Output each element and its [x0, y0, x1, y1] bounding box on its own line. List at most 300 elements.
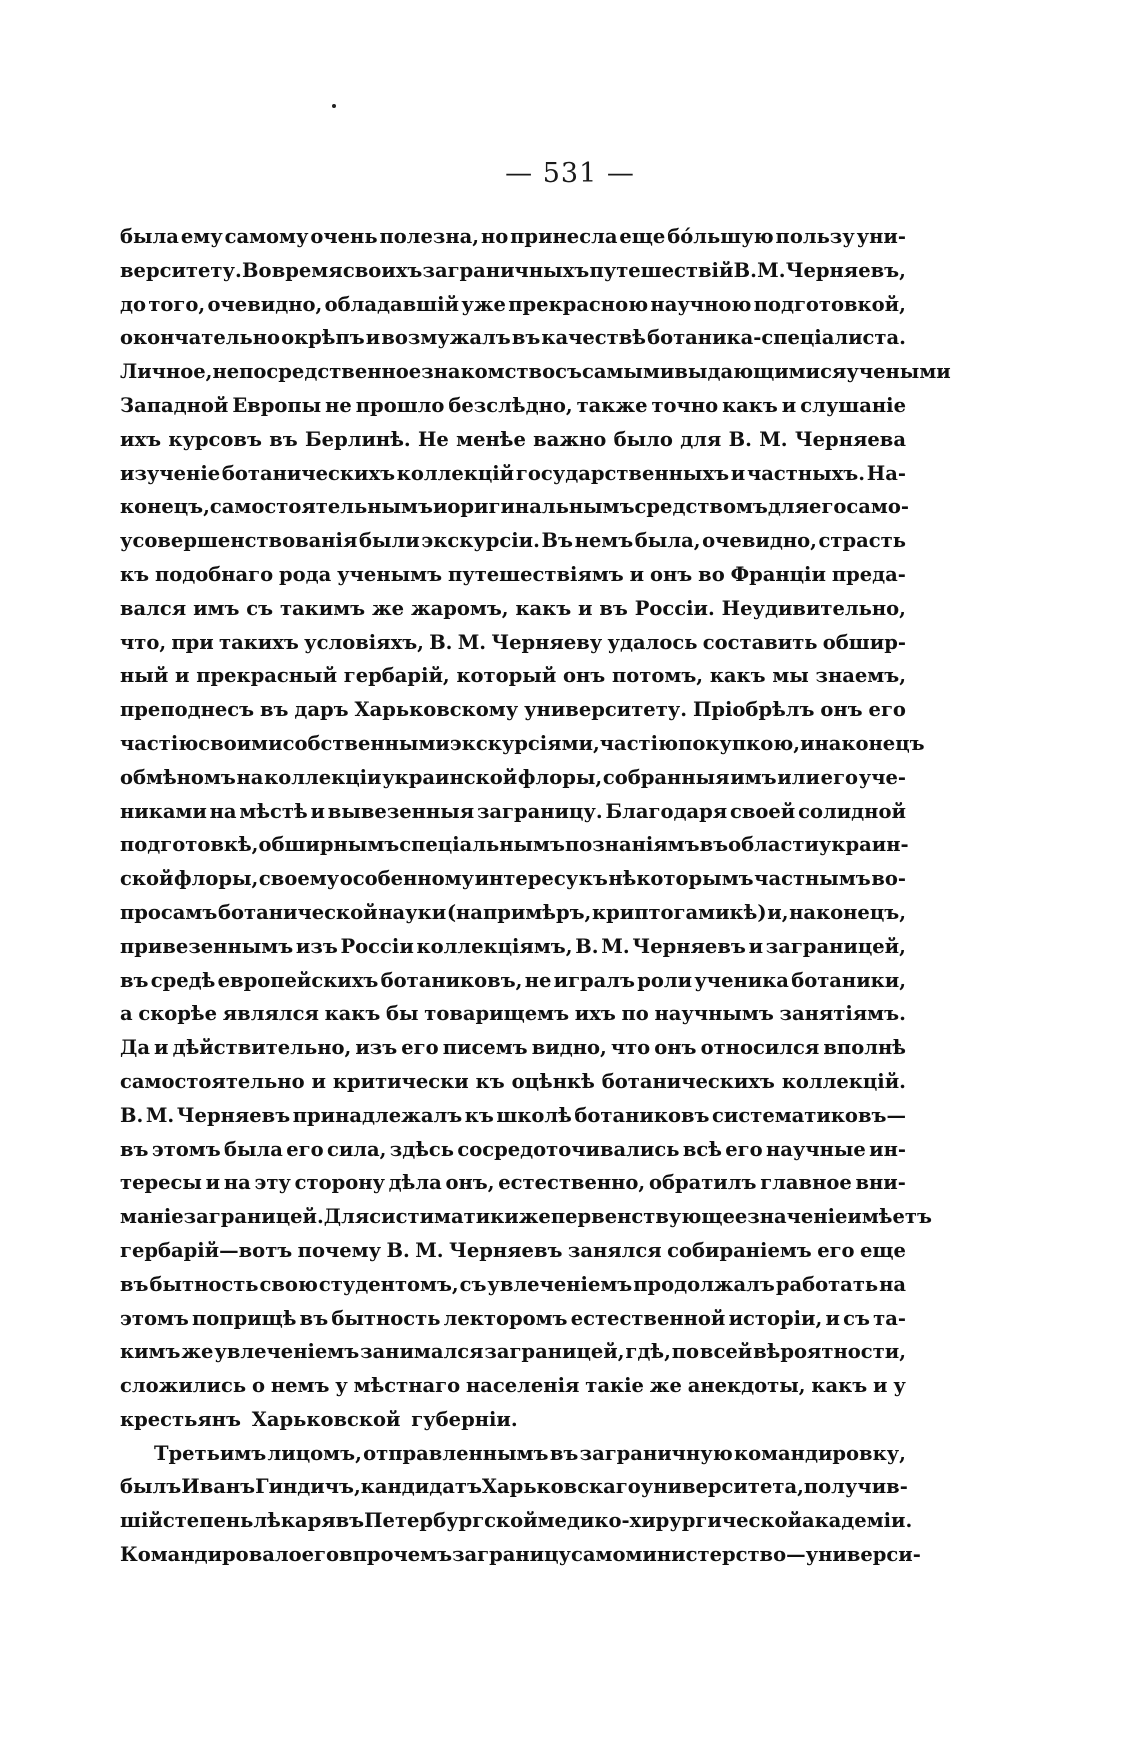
word: министерство—универси- [625, 1543, 921, 1567]
word: съ [843, 1306, 870, 1330]
word: впрочемъ [339, 1543, 453, 1567]
word: познаніямъ [564, 833, 700, 857]
word: области [728, 833, 819, 857]
word: государственныхъ [515, 461, 730, 485]
word: сила, [326, 1137, 387, 1161]
word: являлся [222, 1002, 319, 1026]
word: Берлинѣ. [305, 427, 411, 451]
word: онъ, [445, 1171, 495, 1195]
word: потомъ, [612, 664, 704, 688]
word: этомъ [120, 1306, 189, 1330]
word: товарищемъ [424, 1002, 570, 1026]
word: возмужалъ [381, 326, 511, 350]
word: путешествіямъ [447, 562, 624, 586]
word: немъ [574, 529, 634, 553]
word: и [154, 1036, 169, 1060]
word: Личное, [120, 360, 213, 384]
word: студентомъ, [318, 1272, 459, 1296]
word: Европы [232, 393, 322, 417]
word: важно [533, 427, 607, 451]
word: во [698, 562, 725, 586]
word: была [120, 225, 179, 248]
word: была, [634, 529, 701, 553]
word: и [432, 495, 448, 519]
word: та- [873, 1306, 906, 1330]
word: и [311, 1069, 326, 1093]
word: интересу [474, 867, 579, 891]
word: путешествій [589, 258, 734, 282]
word: онъ [820, 698, 863, 722]
word: самостоятельнымъ [209, 495, 433, 519]
word: систематиковъ— [712, 1103, 906, 1127]
word: подготовкѣ, [120, 833, 259, 857]
word: населенія [465, 1374, 580, 1398]
word: мѣстнаго [353, 1374, 461, 1398]
text-line [120, 930, 906, 964]
text-line [120, 964, 906, 998]
page-number: — 531 — [505, 158, 635, 189]
word: ботаническихъ [601, 1069, 775, 1093]
word: оригинальнымъ [447, 495, 635, 519]
word: знаемъ, [815, 664, 906, 688]
word: М. [457, 630, 487, 654]
word: и [873, 1374, 888, 1398]
word: преподнесъ [120, 698, 255, 722]
word: медико-хирургической [537, 1509, 802, 1533]
text-line [120, 423, 906, 457]
word: маніе [120, 1205, 184, 1229]
word: своихъ [342, 258, 423, 282]
word: въ [120, 1272, 149, 1296]
text-line [120, 321, 906, 355]
text-line [120, 1538, 921, 1572]
word: и [205, 1171, 221, 1195]
word: же [518, 1205, 551, 1229]
word: Гиндичъ, [255, 1475, 361, 1499]
word: увлеченіемъ [487, 1272, 633, 1296]
word: съ [246, 596, 274, 620]
word: занялся [567, 1238, 662, 1262]
word: Благодаря [605, 799, 728, 823]
word: въ [335, 1509, 365, 1533]
word: нѣкоторымъ [608, 867, 754, 891]
word: на [223, 1171, 251, 1195]
word: безслѣдно, [448, 393, 573, 417]
word: европейскихъ [217, 968, 379, 992]
word: вывезенныя [327, 799, 475, 823]
word: подобнаго [154, 562, 274, 586]
word: научные [765, 1137, 866, 1161]
word: вался [120, 596, 187, 620]
word: Россіи. [634, 596, 715, 620]
word: ихъ [120, 427, 162, 451]
word: Черняевъ, [785, 258, 906, 282]
word: для [767, 495, 810, 519]
word: изъ [355, 1036, 398, 1060]
word: флоры, [174, 867, 259, 891]
word: бытность [331, 1306, 441, 1330]
word: уже [461, 292, 506, 316]
word: прошло [355, 393, 445, 417]
word: заграницу. [476, 799, 603, 823]
word: преда- [831, 562, 906, 586]
word: о [251, 1374, 265, 1398]
word: и [365, 326, 381, 350]
word: изученіе [120, 461, 221, 485]
word: же [649, 1374, 682, 1398]
word: въ [120, 1137, 149, 1161]
text-line [120, 1166, 906, 1200]
word: его [817, 1238, 855, 1262]
text-line [120, 828, 909, 862]
word: прекрасный [196, 664, 338, 688]
word: что [610, 1036, 651, 1060]
word: онъ [654, 1036, 697, 1060]
word: критически [332, 1069, 469, 1093]
word: В. [429, 630, 453, 654]
word: который [456, 664, 557, 688]
word: сторону [294, 1171, 385, 1195]
word: дѣла [388, 1171, 442, 1195]
word: по [671, 1340, 700, 1364]
word: Западной [120, 393, 229, 417]
word: для [680, 427, 722, 451]
word: продолжалъ [633, 1272, 775, 1296]
word: занятіямъ. [779, 1002, 906, 1026]
word: въ [549, 1441, 579, 1465]
word: имѣетъ [847, 1205, 932, 1229]
word: привезеннымъ [120, 934, 294, 958]
word: а [120, 1002, 133, 1026]
word: мѣстѣ [239, 799, 308, 823]
word: учеными [846, 360, 951, 384]
word: въ [120, 968, 149, 992]
word: его [809, 495, 847, 519]
word: само [571, 1543, 626, 1567]
word: и, [767, 900, 789, 924]
word: лекторомъ [443, 1306, 568, 1330]
word: менѣе [456, 427, 526, 451]
word: къ [578, 867, 608, 891]
word: уни- [856, 225, 906, 248]
word: обмѣномъ [120, 765, 236, 789]
word: академіи. [801, 1509, 913, 1533]
word: тересы [120, 1171, 202, 1195]
word: Черняевъ [176, 1103, 291, 1127]
word: ботаника-спеціалиста. [647, 326, 906, 350]
word: главное [760, 1171, 852, 1195]
word: писемъ [442, 1036, 528, 1060]
word: ему [180, 225, 223, 248]
word: значеніе [747, 1205, 848, 1229]
word: почему [297, 1238, 382, 1262]
word: криптогамикѣ) [592, 900, 767, 924]
word: собираніемъ [667, 1238, 812, 1262]
word: систиматики [369, 1205, 519, 1229]
word: естественно, [498, 1171, 646, 1195]
text-line [120, 693, 906, 727]
word: средѣ [150, 968, 216, 992]
word: М. [601, 934, 630, 958]
word: на [879, 1272, 906, 1296]
word: онъ [563, 664, 606, 688]
text-line [120, 220, 906, 254]
word: В. [386, 1238, 410, 1262]
word: его [286, 1137, 324, 1161]
text-line [120, 1504, 913, 1538]
word: Иванъ [181, 1475, 256, 1499]
word: Черняевъ [449, 1238, 563, 1262]
word: и [730, 461, 746, 485]
word: имъ [730, 765, 777, 789]
word: вни- [855, 1171, 906, 1195]
text-line [120, 490, 909, 524]
word: и [175, 664, 190, 688]
text-line [120, 862, 906, 896]
text-line [120, 795, 906, 829]
word: особенному [339, 867, 474, 891]
word: подготовкой, [753, 292, 906, 316]
word: гербарій—вотъ [120, 1238, 293, 1262]
word: время [271, 258, 343, 282]
word: и [748, 934, 764, 958]
word: знакомство [421, 360, 556, 384]
word: и [800, 731, 815, 755]
word: украинской [382, 765, 518, 789]
word: какъ [722, 393, 778, 417]
word: своему [258, 867, 340, 891]
word: дѣйствительно, [172, 1036, 352, 1060]
word: въ [269, 427, 298, 451]
word: очевидно, [207, 292, 323, 316]
word: экскурсіями, [449, 731, 600, 755]
word: (напримѣръ, [446, 900, 592, 924]
word: была [224, 1137, 283, 1161]
word: просамъ [120, 900, 218, 924]
word: прекрасною [508, 292, 649, 316]
word: игралъ [553, 968, 635, 992]
word: границей. [208, 1205, 324, 1229]
word: съ [555, 360, 582, 384]
text-line [120, 1031, 906, 1065]
word: наконецъ [814, 731, 925, 755]
word: въ [260, 698, 289, 722]
word: такимъ [279, 596, 366, 620]
word: на [236, 765, 264, 789]
word: М. [759, 427, 788, 451]
word: удалось [607, 630, 698, 654]
word: гербарій, [343, 664, 450, 688]
word: спеціальнымъ [399, 833, 565, 857]
word: и [825, 1306, 840, 1330]
word: отправленнымъ [363, 1441, 549, 1465]
word: къ [464, 1103, 494, 1127]
word: на [209, 799, 237, 823]
body-text [120, 220, 951, 1572]
word: заграницей, [484, 1340, 625, 1364]
text-line [120, 727, 925, 761]
word: не [524, 968, 552, 992]
word: В. [120, 1103, 144, 1127]
word: роли [637, 968, 693, 992]
word: жаромъ, [410, 596, 509, 620]
word: Въ [541, 529, 573, 553]
word: Командировало [120, 1543, 302, 1567]
word: въ [599, 596, 628, 620]
word: его [401, 1036, 439, 1060]
word: частію [120, 731, 199, 755]
text-line [120, 1234, 906, 1268]
word: и [781, 393, 797, 417]
word: собственными [282, 731, 450, 755]
word: своими [198, 731, 283, 755]
word: къ [475, 1069, 505, 1093]
word: анекдоты, [687, 1374, 806, 1398]
text-line [120, 457, 906, 491]
word: еще [860, 1238, 906, 1262]
word: онъ [650, 562, 693, 586]
word: увлеченіемъ [214, 1340, 360, 1364]
word: его [868, 698, 906, 722]
word: же [181, 1340, 214, 1364]
word: коллекцій. [781, 1069, 906, 1093]
word: коллекцій [396, 461, 515, 485]
word: ботаниковъ [574, 1103, 710, 1127]
word: всѣ [682, 1137, 722, 1161]
word: такіе [585, 1374, 644, 1398]
word: принадлежалъ [292, 1103, 463, 1127]
word: окончательно [120, 326, 281, 350]
word: очевидно, [702, 529, 817, 553]
word: очень [310, 225, 378, 248]
word: такихъ [219, 630, 299, 654]
text-line [120, 1470, 906, 1504]
word: ихъ [574, 1002, 616, 1026]
word: Петербургской [364, 1509, 538, 1533]
word: было [613, 427, 673, 451]
word: качествѣ [541, 326, 647, 350]
text-line [120, 896, 906, 930]
word: Франціи [730, 562, 826, 586]
word: даръ [294, 698, 349, 722]
word: флоры, [517, 765, 603, 789]
word: экскурсіи. [421, 529, 540, 553]
word: свою [259, 1272, 318, 1296]
word: Во [241, 258, 272, 282]
word: командировку, [734, 1441, 906, 1465]
word: ин- [869, 1137, 906, 1161]
word: по [621, 1002, 649, 1026]
word: же [371, 596, 405, 620]
word: покупкою, [678, 731, 801, 755]
word: В. [728, 427, 752, 451]
word: бы [386, 1002, 419, 1026]
word: бытность [149, 1272, 259, 1296]
word: также [576, 393, 648, 417]
word: пользу [775, 225, 855, 248]
word: за [183, 1205, 209, 1229]
word: кимъ [120, 1340, 181, 1364]
word: никами [120, 799, 207, 823]
word: какъ [709, 664, 766, 688]
text-line [120, 659, 906, 693]
word: ученымъ [337, 562, 443, 586]
word: у [893, 1374, 906, 1398]
word: въ [699, 833, 729, 857]
word: окрѣпъ [281, 326, 365, 350]
text-line [120, 355, 951, 389]
word: науки [378, 900, 447, 924]
word: самому [224, 225, 309, 248]
word: бо́льшую [667, 225, 774, 248]
word: В. [733, 258, 757, 282]
word: видно, [531, 1036, 607, 1060]
word: и [629, 562, 645, 586]
word: школѣ [496, 1103, 572, 1127]
word: коллекціямъ, [416, 934, 573, 958]
word: здѣсь [389, 1137, 455, 1161]
word: къ [120, 562, 150, 586]
word: немъ [270, 1374, 330, 1398]
word: усовершенствованія [120, 529, 358, 553]
word: В. [575, 934, 599, 958]
word: Пріобрѣлъ [692, 698, 815, 722]
text-line: крестьянъ Харьковской губерніи. [120, 1407, 518, 1431]
text-line [120, 1369, 906, 1403]
word: получив- [803, 1475, 908, 1499]
word: обратилъ [648, 1171, 757, 1195]
word: всей [699, 1340, 753, 1364]
word: частныхъ. [747, 461, 866, 485]
text-line [120, 1065, 906, 1099]
word: исторіи, [728, 1306, 823, 1330]
word: точно [651, 393, 719, 417]
word: научнымъ [654, 1002, 774, 1026]
word: полезна, [379, 225, 480, 248]
word: М. [415, 1238, 444, 1262]
text-line [120, 558, 906, 592]
word: первенствующее [550, 1205, 748, 1229]
word: частію [599, 731, 679, 755]
word: какъ [515, 596, 572, 620]
word: какъ [811, 1374, 868, 1398]
word: курсовъ [168, 427, 262, 451]
text-line [120, 1133, 906, 1167]
word: изъ [295, 934, 338, 958]
word: но [480, 225, 509, 248]
text-line [120, 389, 906, 423]
word: обладавшій [324, 292, 460, 316]
word: обширнымъ [258, 833, 400, 857]
word: Харьковскаго [481, 1475, 641, 1499]
word: Да [120, 1036, 150, 1060]
word: кандидатъ [360, 1475, 482, 1499]
word: ботаническихъ [221, 461, 396, 485]
text-line [120, 592, 906, 626]
word: лѣкаря [253, 1509, 336, 1533]
text-line [120, 626, 906, 660]
word: наконецъ, [789, 900, 906, 924]
word: уче- [858, 765, 906, 789]
word: во- [871, 867, 906, 891]
word: у [335, 1374, 348, 1398]
text-line [120, 761, 906, 795]
word: заграницей, [765, 934, 906, 958]
word: условіяхъ, [304, 630, 424, 654]
word: заграничную [579, 1441, 733, 1465]
text-line [120, 1302, 906, 1336]
word: заграничныхъ [422, 258, 590, 282]
